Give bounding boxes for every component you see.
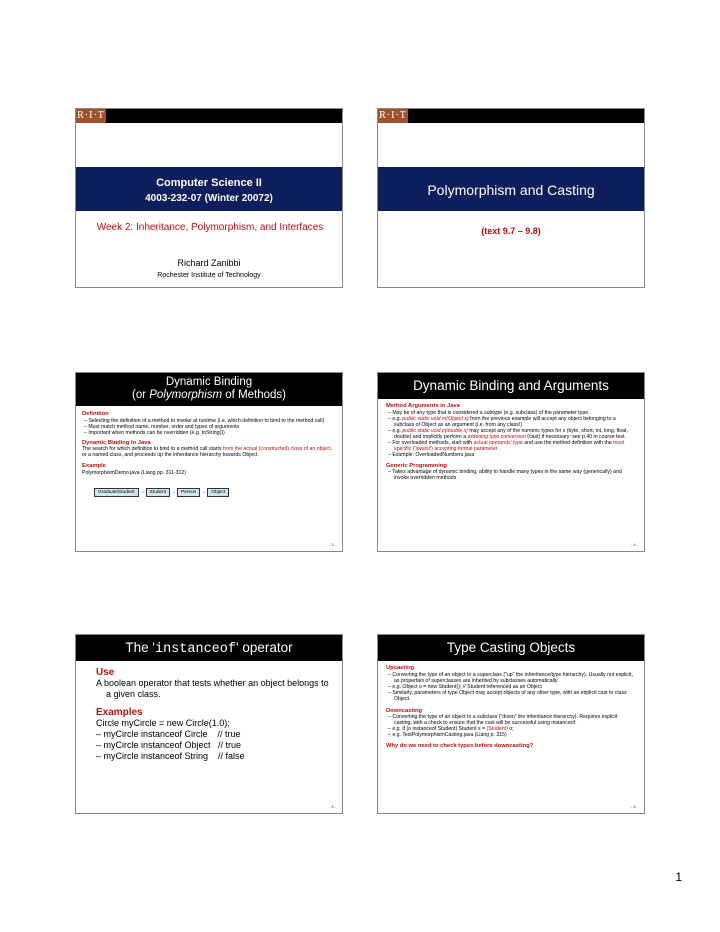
course-code: 4003-232-07 (Winter 20072) [145,193,273,204]
course-title: Computer Science II [156,177,262,189]
method-args-heading: Method Arguments in Java [386,403,460,409]
author: Richard Zanibbi [177,258,241,268]
example-line: – myCircle instanceof Object // true [96,740,242,750]
definition-heading: Definition [82,411,109,417]
title-block [76,373,342,406]
class-box-graduatestudent: GraduateStudent [94,488,139,497]
bullet: – e.g. if (o instanceof Student) Student s = (Student) o; [388,726,514,733]
arrow-right-icon: → [201,488,207,495]
header-bar [378,109,644,123]
title-line-2: (or Polymorphism of Methods) [131,389,287,401]
title-block [378,635,644,661]
examples-heading: Examples [96,707,143,718]
class-box-student: Student [146,488,171,497]
rit-logo: R·I·T [379,110,407,121]
example-line: – myCircle instanceof String // false [96,751,245,761]
bullet: – Converting the type of an object to a superclass ("up" the inheritance/type hierarchy). Usually not explicit, as properties of superclasses are inherited by subclasses automatically. [388,671,634,684]
slide-body [386,665,636,750]
slide-page-number: - 6 - [630,804,638,809]
slide-4 [377,372,645,552]
text-reference: (text 9.7 – 9.8) [481,226,541,236]
example-text: PolymorphismDemo.java (Liang pp. 311-312) [82,469,186,476]
downcasting-heading: Downcasting [386,707,423,714]
example-line: – myCircle instanceof Circle // true [96,729,241,739]
class-box-person: Person [177,488,200,497]
arrow-right-icon: → [139,488,145,495]
bullet: – e.g. TestPolymorphismCasting.java (Liang p. 315) [388,732,507,739]
generic-programming-heading: Generic Programming [386,462,447,469]
bullet: – Example: OverloadedNumbers.java [388,451,475,458]
class-chain [94,480,336,498]
dynamic-binding-heading: Dynamic Binding In Java [82,439,151,446]
institution: Rochester Institute of Technology [157,272,261,279]
slide-body [386,403,636,481]
bullet: – Similarly, parameters of type Object may accept objects of any other type, with an implicit cast to class Object. [388,689,627,702]
use-heading: Use [96,667,115,678]
title-block [378,167,644,211]
slide-body [96,667,332,762]
dynamic-binding-text: The search for which definition to bind to a method call starts from the actual (constructed) class of an object, or a named class, and proceeds up the inheritance hierarchy towards Object. [82,446,333,459]
bullet: – Takes advantage of dynamic binding, ability to handle many types in the same way (generically) and invoke overridden methods [388,469,622,482]
slide-6 [377,634,645,814]
example-heading: Example [82,463,106,470]
bullet: – e.g. public static void p(double x) may accept any of the numeric types for x (byte, short, int, long, float, double) and implicitly perform a widening type conversion (cast) if necessary: see p.40 in course text. [388,427,628,440]
title-line-1: Dynamic Binding [165,376,253,388]
bullet: – For overloaded methods, start with actual operands' type and use the method definition with the most specific ('lowest') accepting formal parameter [388,439,625,452]
bullet: – e.g. Object o = new Student(); // Student referenced as an Object [388,683,542,690]
slide-body [82,411,336,498]
class-box-object: Object [207,488,229,497]
question: Why do we need to check types before downcasting? [386,743,534,750]
upcasting-heading: Upcasting [386,665,415,671]
use-text: A boolean operator that tests whether an object belongs to a given class. [96,678,329,699]
slide-title: Type Casting Objects [446,640,576,655]
slide-title: The 'instanceof' operator [125,640,293,657]
slide-1 [75,108,343,288]
slide-page-number: - 4 - [630,542,638,547]
slide-page-number: - 3 - [328,542,336,547]
title-block [378,373,644,399]
definition-bullet: – Must match method name, number, order and types of arguments [84,423,240,430]
week-subtitle: Week 2: Inheritance, Polymorphism, and Interfaces [96,222,324,233]
title-block [76,635,342,661]
arrow-right-icon: → [171,488,177,495]
rit-logo: R·I·T [77,110,105,121]
slide-page-number: - 5 - [328,804,336,809]
header-bar [76,109,342,123]
example-line: Circle myCircle = new Circle(1.0); [96,718,230,728]
definition-bullet: – Selecting the definition of a method to invoke at runtime (i.e. which definition to bind to the method call) [84,417,325,424]
slide-title: Dynamic Binding and Arguments [413,378,609,393]
slide-5 [75,634,343,814]
definition-bullet: – Important when methods can be overridden (e.g. toString()) [84,429,225,436]
bullet: – Converting the type of an object to a subclass ("down" the inheritance hierarchy). Requires explicit casting, with a check to ensure that the cast will be successful using instanceof. [388,714,618,727]
page-number: 1 [675,870,682,884]
bullet: – May be of any type that is considered a subtype (e.g. subclass) of the parameter type. [388,409,590,416]
bullet: – e.g. public static void m(Object x) from the previous example will accept any object belonging to a subclass of Object as an argument (i.e. from any class!) [388,415,616,428]
slide-3 [75,372,343,552]
slide-title: Polymorphism and Casting [427,182,595,198]
slide-2 [377,108,645,288]
title-block [76,167,342,211]
